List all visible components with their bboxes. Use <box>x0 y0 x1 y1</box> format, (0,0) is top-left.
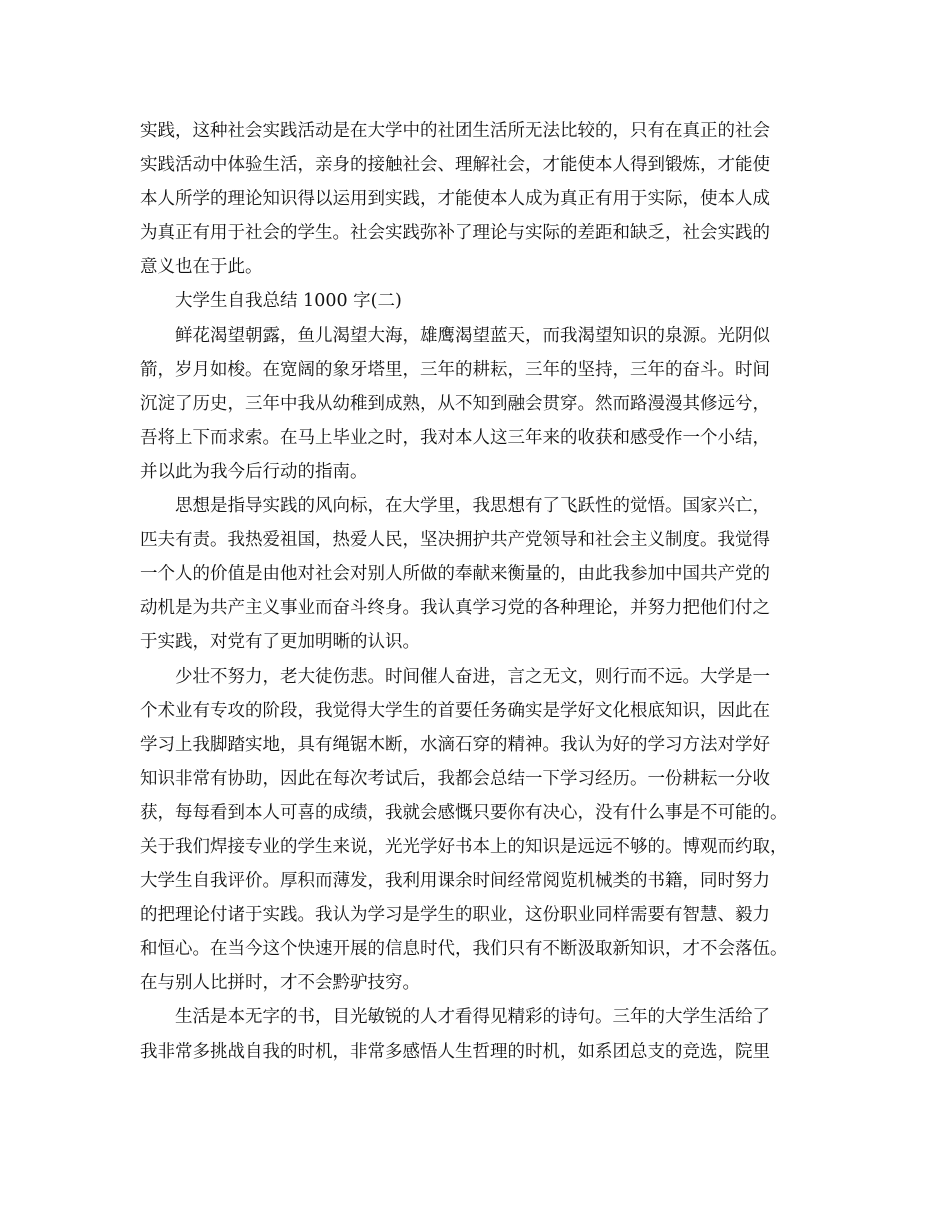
text-line: 本人所学的理论知识得以运用到实践，才能使本人成为真正有用于实际，使本人成 <box>140 189 770 210</box>
text-line: 大学生自我评价。厚积而薄发，我利用课余时间经常阅览机械类的书籍，同时努力 <box>140 871 770 892</box>
text-line: 个术业有专攻的阶段，我觉得大学生的首要任务确实是学好文化根底知识，因此在 <box>140 700 770 721</box>
text-line: 知识非常有协助，因此在每次考试后，我都会总结一下学习经历。一份耕耘一分收 <box>140 768 770 789</box>
text-line: 我非常多挑战自我的时机，非常多感悟人生哲理的时机，如系团总支的竞选，院里 <box>140 1041 770 1062</box>
text-line: 一个人的价值是由他对社会对别人所做的奉献来衡量的，由此我参加中国共产党的 <box>140 564 770 585</box>
text-line: 获，每每看到本人可喜的成绩，我就会感慨只要你有决心，没有什么事是不可能的。 <box>140 802 788 823</box>
text-line: 为真正有用于社会的学生。社会实践弥补了理论与实际的差距和缺乏，社会实践的 <box>140 223 770 244</box>
text-line: 实践活动中体验生活，亲身的接触社会、理解社会，才能使本人得到锻炼，才能使 <box>140 155 770 176</box>
text-line: 动机是为共产主义事业而奋斗终身。我认真学习党的各种理论，并努力把他们付之 <box>140 598 770 619</box>
text-line: 吾将上下而求索。在马上毕业之时，我对本人这三年来的收获和感受作一个小结， <box>140 427 770 448</box>
paragraph-first-line: 生活是本无字的书，目光敏锐的人才看得见精彩的诗句。三年的大学生活给了 <box>175 1007 770 1028</box>
paragraph-first-line: 思想是指导实践的风向标，在大学里，我思想有了飞跃性的觉悟。国家兴亡， <box>175 496 770 517</box>
text-line: 于实践，对党有了更加明晰的认识。 <box>140 632 420 653</box>
text-line: 在与别人比拼时，才不会黔驴技穷。 <box>140 973 420 994</box>
section-heading: 大学生自我总结 1000 字(二) <box>175 291 402 312</box>
text-line: 并以此为我今后行动的指南。 <box>140 461 368 482</box>
document-body <box>140 114 830 1069</box>
text-line: 意义也在于此。 <box>140 257 263 278</box>
text-line: 学习上我脚踏实地，具有绳锯木断，水滴石穿的精神。我认为好的学习方法对学好 <box>140 734 770 755</box>
paragraph-first-line: 鲜花渴望朝露，鱼儿渴望大海，雄鹰渴望蓝天，而我渴望知识的泉源。光阴似 <box>175 325 770 346</box>
text-line: 和恒心。在当今这个快速开展的信息时代，我们只有不断汲取新知识，才不会落伍。 <box>140 939 788 960</box>
paragraph-first-line: 少壮不努力，老大徒伤悲。时间催人奋进，言之无文，则行而不远。大学是一 <box>175 666 770 687</box>
text-line: 箭，岁月如梭。在宽阔的象牙塔里，三年的耕耘，三年的坚持，三年的奋斗。时间 <box>140 359 770 380</box>
text-line: 关于我们焊接专业的学生来说，光光学好书本上的知识是远远不够的。博观而约取， <box>140 836 788 857</box>
text-line: 沉淀了历史，三年中我从幼稚到成熟，从不知到融会贯穿。然而路漫漫其修远兮， <box>140 393 770 414</box>
text-line: 实践，这种社会实践活动是在大学中的社团生活所无法比较的，只有在真正的社会 <box>140 121 770 141</box>
text-line: 的把理论付诸于实践。我认为学习是学生的职业，这份职业同样需要有智慧、毅力 <box>140 905 770 926</box>
text-line: 匹夫有责。我热爱祖国，热爱人民，坚决拥护共产党领导和社会主义制度。我觉得 <box>140 530 770 551</box>
